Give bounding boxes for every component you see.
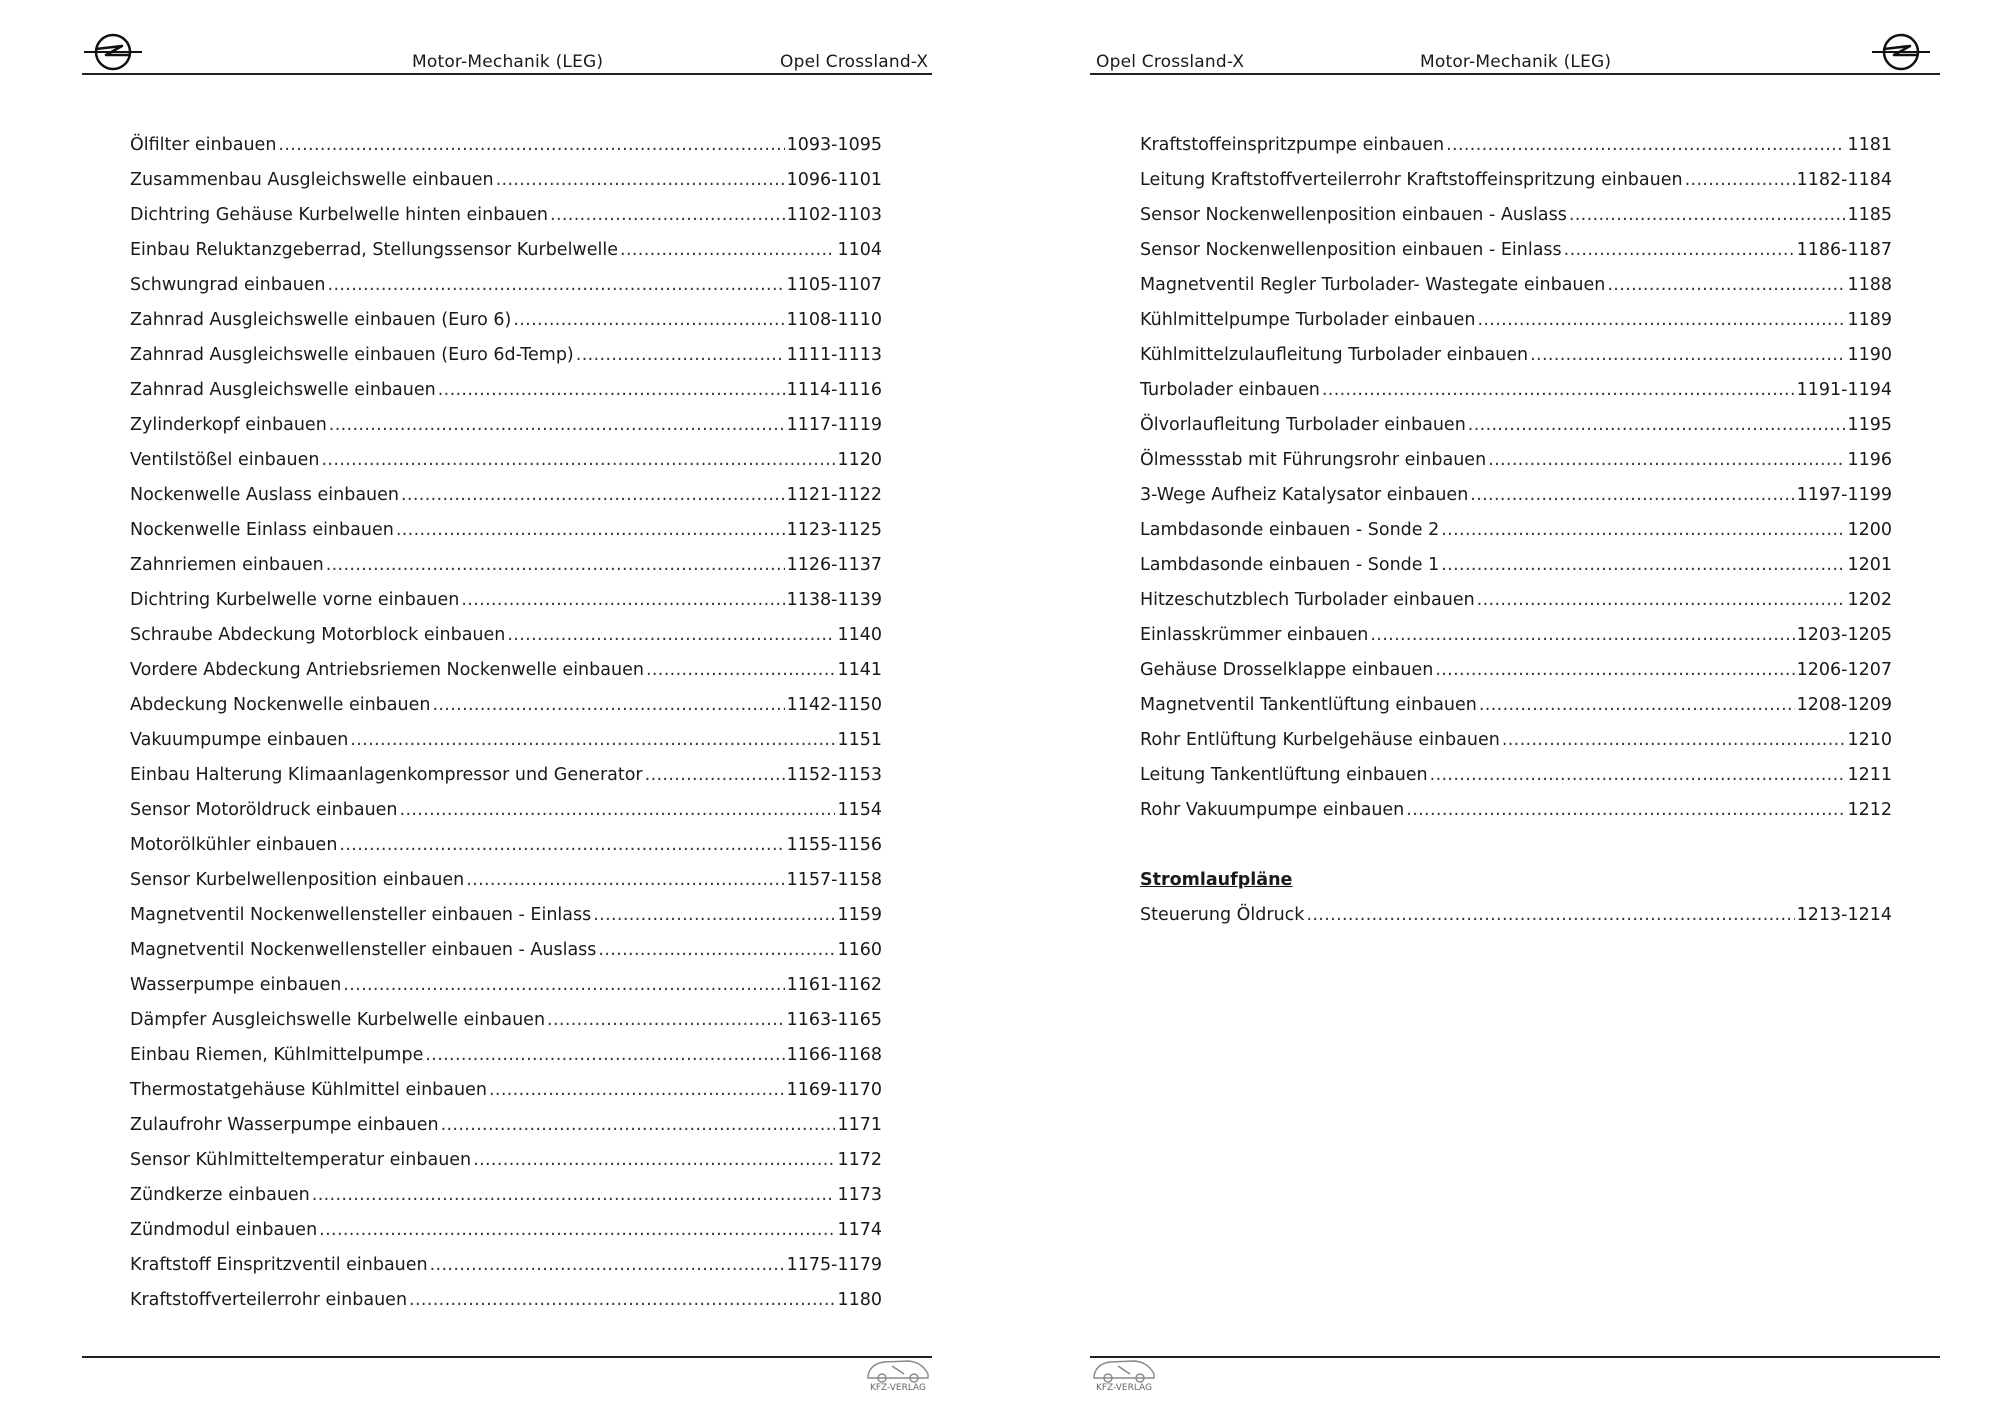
- dot-leader: [1477, 303, 1845, 338]
- toc-entry[interactable]: [130, 233, 882, 268]
- toc-entry-pages: 1163-1165: [786, 1010, 882, 1030]
- toc-list: [130, 128, 882, 1318]
- toc-entry-pages: 1152-1153: [786, 765, 882, 785]
- toc-entry-title: Einlasskrümmer einbauen: [1140, 625, 1369, 645]
- toc-entry-pages: 1206-1207: [1796, 660, 1892, 680]
- dot-leader: [1530, 338, 1845, 373]
- toc-entry-title: Zahnrad Ausgleichswelle einbauen: [130, 380, 436, 400]
- toc-entry-title: Leitung Kraftstoffverteilerrohr Kraftstoffeinspritzung einbauen: [1140, 170, 1683, 190]
- toc-entry-title: Gehäuse Drosselklappe einbauen: [1140, 660, 1434, 680]
- dot-leader: [496, 163, 785, 198]
- toc-entry[interactable]: [1140, 513, 1892, 548]
- dot-leader: [1685, 163, 1795, 198]
- toc-entry[interactable]: [130, 1038, 882, 1073]
- toc-entry-title: Sensor Kühlmitteltemperatur einbauen: [130, 1150, 472, 1170]
- toc-entry-pages: 1189: [1847, 310, 1892, 330]
- toc-entry-title: Zündmodul einbauen: [130, 1220, 318, 1240]
- toc-entry-title: Ventilstößel einbauen: [130, 450, 320, 470]
- toc-entry[interactable]: [1140, 233, 1892, 268]
- dot-leader: [1446, 128, 1845, 163]
- toc-entry[interactable]: [130, 583, 882, 618]
- toc-entry-pages: 1191-1194: [1796, 380, 1892, 400]
- dot-leader: [425, 1038, 784, 1073]
- toc-entry-pages: 1200: [1847, 520, 1892, 540]
- toc-entry-pages: 1210: [1847, 730, 1892, 750]
- toc-entry-title: Ölmessstab mit Führungsrohr einbauen: [1140, 450, 1487, 470]
- toc-entry[interactable]: [1140, 408, 1892, 443]
- dot-leader: [339, 828, 784, 863]
- toc-entry-title: Magnetventil Nockenwellensteller einbauen - Auslass: [130, 940, 597, 960]
- header-model: Opel Crossland-X: [780, 52, 929, 72]
- toc-entry[interactable]: [130, 373, 882, 408]
- dot-leader: [400, 793, 836, 828]
- toc-entry[interactable]: [130, 898, 882, 933]
- toc-entry-title: Motorölkühler einbauen: [130, 835, 338, 855]
- kfz-verlag-logo-icon: [864, 1354, 932, 1396]
- dot-leader: [1502, 723, 1846, 758]
- toc-entry[interactable]: [1140, 548, 1892, 583]
- toc-entry-pages: 1169-1170: [786, 1080, 882, 1100]
- toc-entry-title: Dämpfer Ausgleichswelle Kurbelwelle einbauen: [130, 1010, 546, 1030]
- toc-entry-title: Sensor Kurbelwellenposition einbauen: [130, 870, 465, 890]
- toc-entry[interactable]: [1140, 303, 1892, 338]
- toc-entry[interactable]: [1140, 898, 1892, 933]
- dot-leader: [576, 338, 785, 373]
- toc-entry[interactable]: [130, 478, 882, 513]
- toc-entry-title: Zusammenbau Ausgleichswelle einbauen: [130, 170, 494, 190]
- dot-leader: [547, 1003, 785, 1038]
- header-rule: [82, 73, 932, 75]
- toc-entry-pages: 1202: [1847, 590, 1892, 610]
- dot-leader: [396, 513, 785, 548]
- toc-entry-pages: 1120: [837, 450, 882, 470]
- dot-leader: [1441, 548, 1845, 583]
- toc-entry-title: Kühlmittelzulaufleitung Turbolader einbauen: [1140, 345, 1529, 365]
- dot-leader: [507, 618, 835, 653]
- toc-entry[interactable]: [130, 513, 882, 548]
- dot-leader: [598, 933, 835, 968]
- toc-entry-title: Kraftstoffeinspritzpumpe einbauen: [1140, 135, 1445, 155]
- dot-leader: [1435, 653, 1794, 688]
- toc-entry-pages: 1108-1110: [786, 310, 882, 330]
- toc-entry[interactable]: [130, 1003, 882, 1038]
- toc-entry-pages: 1117-1119: [786, 415, 882, 435]
- toc-entry-pages: 1190: [1847, 345, 1892, 365]
- toc-entry-pages: 1142-1150: [786, 695, 882, 715]
- dot-leader: [329, 408, 785, 443]
- dot-leader: [1607, 268, 1845, 303]
- toc-entry[interactable]: [130, 548, 882, 583]
- toc-entry[interactable]: [1140, 653, 1892, 688]
- dot-leader: [645, 758, 785, 793]
- toc-entry[interactable]: [1140, 688, 1892, 723]
- dot-leader: [432, 688, 784, 723]
- toc-entry-pages: 1111-1113: [786, 345, 882, 365]
- toc-entry-title: Zahnrad Ausgleichswelle einbauen (Euro 6d-Temp): [130, 345, 574, 365]
- dot-leader: [473, 1143, 835, 1178]
- toc-entry-title: Nockenwelle Einlass einbauen: [130, 520, 394, 540]
- toc-entry[interactable]: [130, 758, 882, 793]
- toc-entry-pages: 1175-1179: [786, 1255, 882, 1275]
- toc-entry[interactable]: [130, 128, 882, 163]
- toc-entry-title: Magnetventil Tankentlüftung einbauen: [1140, 695, 1477, 715]
- toc-entry-pages: 1114-1116: [786, 380, 882, 400]
- toc-entry-title: Dichtring Gehäuse Kurbelwelle hinten einbauen: [130, 205, 549, 225]
- toc-entry-title: Steuerung Öldruck: [1140, 905, 1305, 925]
- toc-entry-title: Zündkerze einbauen: [130, 1185, 310, 1205]
- toc-entry-title: Einbau Riemen, Kühlmittelpumpe: [130, 1045, 424, 1065]
- toc-entry-title: Kühlmittelpumpe Turbolader einbauen: [1140, 310, 1476, 330]
- toc-entry-title: Lambdasonde einbauen - Sonde 2: [1140, 520, 1440, 540]
- toc-entry-pages: 1186-1187: [1796, 240, 1892, 260]
- toc-entry[interactable]: [130, 1108, 882, 1143]
- dot-leader: [1479, 688, 1795, 723]
- toc-entry-title: Schwungrad einbauen: [130, 275, 326, 295]
- header-section: Motor-Mechanik (LEG): [412, 52, 604, 72]
- dot-leader: [409, 1283, 835, 1318]
- dot-leader: [312, 1178, 836, 1213]
- toc-entry-pages: 1185: [1847, 205, 1892, 225]
- toc-entry-pages: 1203-1205: [1796, 625, 1892, 645]
- toc-entry[interactable]: [130, 1178, 882, 1213]
- toc-entry[interactable]: [130, 723, 882, 758]
- toc-entry[interactable]: [130, 653, 882, 688]
- toc-entry-title: Hitzeschutzblech Turbolader einbauen: [1140, 590, 1475, 610]
- toc-entry[interactable]: [130, 863, 882, 898]
- footer-rule: [1090, 1356, 1940, 1358]
- toc-entry-title: Sensor Nockenwellenposition einbauen - Einlass: [1140, 240, 1562, 260]
- toc-entry-title: Dichtring Kurbelwelle vorne einbauen: [130, 590, 460, 610]
- toc-entry-pages: 1182-1184: [1796, 170, 1892, 190]
- toc-entry[interactable]: [130, 793, 882, 828]
- dot-leader: [461, 583, 784, 618]
- toc-entry[interactable]: [1140, 758, 1892, 793]
- footer-logo-text: KFZ-VERLAG: [1095, 1383, 1153, 1393]
- toc-entry-title: Sensor Nockenwellenposition einbauen - Auslass: [1140, 205, 1567, 225]
- dot-leader: [1488, 443, 1845, 478]
- dot-leader: [350, 723, 835, 758]
- toc-entry-pages: 1161-1162: [786, 975, 882, 995]
- dot-leader: [441, 1108, 836, 1143]
- toc-entry-pages: 1212: [1847, 800, 1892, 820]
- toc-entry-pages: 1188: [1847, 275, 1892, 295]
- kfz-verlag-logo-icon: [1090, 1354, 1158, 1396]
- dot-leader: [278, 128, 784, 163]
- toc-entry-pages: 1123-1125: [786, 520, 882, 540]
- toc-entry-title: Abdeckung Nockenwelle einbauen: [130, 695, 431, 715]
- toc-entry-title: Zulaufrohr Wasserpumpe einbauen: [130, 1115, 439, 1135]
- toc-entry[interactable]: [130, 1143, 882, 1178]
- toc-entry-pages: 1121-1122: [786, 485, 882, 505]
- toc-entry-pages: 1166-1168: [786, 1045, 882, 1065]
- toc-entry[interactable]: [130, 968, 882, 1003]
- toc-entry[interactable]: [130, 1248, 882, 1283]
- toc-entry-pages: 1093-1095: [786, 135, 882, 155]
- dot-leader: [401, 478, 785, 513]
- dot-leader: [513, 303, 784, 338]
- toc-entry-title: Ölfilter einbauen: [130, 135, 277, 155]
- header-model: Opel Crossland-X: [1096, 52, 1245, 72]
- header-section: Motor-Mechanik (LEG): [1420, 52, 1612, 72]
- toc-entry-title: Turbolader einbauen: [1140, 380, 1320, 400]
- toc-entry-pages: 1196: [1847, 450, 1892, 470]
- dot-leader: [1406, 793, 1845, 828]
- toc-entry-title: Zahnrad Ausgleichswelle einbauen (Euro 6): [130, 310, 512, 330]
- toc-entry-title: Kraftstoffverteilerrohr einbauen: [130, 1290, 408, 1310]
- toc-entry-pages: 1195: [1847, 415, 1892, 435]
- toc-entry[interactable]: [1140, 443, 1892, 478]
- dot-leader: [646, 653, 836, 688]
- toc-entry-pages: 1180: [837, 1290, 882, 1310]
- toc-entry-pages: 1211: [1847, 765, 1892, 785]
- toc-entry[interactable]: [1140, 618, 1892, 653]
- toc-entry-title: 3-Wege Aufheiz Katalysator einbauen: [1140, 485, 1469, 505]
- toc-entry-pages: 1181: [1847, 135, 1892, 155]
- toc-entry-title: Vakuumpumpe einbauen: [130, 730, 349, 750]
- toc-entry-pages: 1171: [837, 1115, 882, 1135]
- toc-entry[interactable]: [130, 408, 882, 443]
- dot-leader: [1370, 618, 1794, 653]
- toc-entry[interactable]: [130, 828, 882, 863]
- dot-leader: [1564, 233, 1795, 268]
- dot-leader: [620, 233, 835, 268]
- dot-leader: [1470, 478, 1794, 513]
- toc-entry-title: Thermostatgehäuse Kühlmittel einbauen: [130, 1080, 487, 1100]
- dot-leader: [1441, 513, 1845, 548]
- toc-entry[interactable]: [1140, 723, 1892, 758]
- footer-logo-text: KFZ-VERLAG: [869, 1383, 927, 1393]
- toc-entry[interactable]: [1140, 583, 1892, 618]
- toc-entry[interactable]: [130, 688, 882, 723]
- dot-leader: [326, 548, 785, 583]
- toc-entry-pages: 1173: [837, 1185, 882, 1205]
- toc-entry-pages: 1174: [837, 1220, 882, 1240]
- toc-entry-title: Einbau Halterung Klimaanlagenkompressor und Generator: [130, 765, 643, 785]
- toc-entry-title: Rohr Vakuumpumpe einbauen: [1140, 800, 1405, 820]
- toc-entry-pages: 1197-1199: [1796, 485, 1892, 505]
- dot-leader: [466, 863, 784, 898]
- toc-entry-title: Rohr Entlüftung Kurbelgehäuse einbauen: [1140, 730, 1500, 750]
- right-page: [1000, 0, 2000, 1413]
- toc-entry[interactable]: [1140, 478, 1892, 513]
- toc-entry[interactable]: [130, 933, 882, 968]
- toc-entry-title: Schraube Abdeckung Motorblock einbauen: [130, 625, 506, 645]
- toc-entry-title: Vordere Abdeckung Antriebsriemen Nockenwelle einbauen: [130, 660, 644, 680]
- dot-leader: [1569, 198, 1846, 233]
- toc-entry-pages: 1104: [837, 240, 882, 260]
- footer-rule: [82, 1356, 932, 1358]
- toc-entry-pages: 1141: [837, 660, 882, 680]
- dot-leader: [1468, 408, 1846, 443]
- dot-leader: [1430, 758, 1846, 793]
- dot-leader: [438, 373, 785, 408]
- toc-entry-pages: 1172: [837, 1150, 882, 1170]
- dot-leader: [328, 268, 785, 303]
- toc-entry-title: Leitung Tankentlüftung einbauen: [1140, 765, 1428, 785]
- toc-entry-pages: 1151: [837, 730, 882, 750]
- dot-leader: [489, 1073, 785, 1108]
- toc-entry[interactable]: [1140, 268, 1892, 303]
- dot-leader: [430, 1248, 785, 1283]
- toc-entry-title: Ölvorlaufleitung Turbolader einbauen: [1140, 415, 1466, 435]
- toc-entry-title: Lambdasonde einbauen - Sonde 1: [1140, 555, 1440, 575]
- toc-entry-pages: 1140: [837, 625, 882, 645]
- toc-entry-pages: 1208-1209: [1796, 695, 1892, 715]
- dot-leader: [343, 968, 784, 1003]
- dot-leader: [1306, 898, 1794, 933]
- toc-entry-title: Magnetventil Nockenwellensteller einbauen - Einlass: [130, 905, 592, 925]
- toc-entry[interactable]: [1140, 793, 1892, 828]
- toc-entry-title: Zahnriemen einbauen: [130, 555, 324, 575]
- toc-list: [1140, 128, 1892, 933]
- toc-entry-title: Zylinderkopf einbauen: [130, 415, 327, 435]
- section-heading: Stromlaufpläne: [1140, 870, 1293, 890]
- toc-entry[interactable]: [130, 1283, 882, 1318]
- toc-entry[interactable]: [130, 338, 882, 373]
- toc-entry[interactable]: [1140, 373, 1892, 408]
- toc-entry-pages: 1105-1107: [786, 275, 882, 295]
- toc-entry[interactable]: [1140, 128, 1892, 163]
- toc-entry[interactable]: [130, 198, 882, 233]
- toc-entry-title: Wasserpumpe einbauen: [130, 975, 342, 995]
- toc-entry-pages: 1160: [837, 940, 882, 960]
- dot-leader: [1322, 373, 1795, 408]
- toc-entry-title: Magnetventil Regler Turbolader- Wastegate einbauen: [1140, 275, 1606, 295]
- opel-logo-icon: [82, 32, 144, 72]
- toc-entry[interactable]: [1140, 163, 1892, 198]
- header-rule: [1090, 73, 1940, 75]
- toc-entry-pages: 1213-1214: [1796, 905, 1892, 925]
- opel-logo-icon: [1870, 32, 1932, 72]
- toc-entry-title: Sensor Motoröldruck einbauen: [130, 800, 398, 820]
- toc-entry-pages: 1157-1158: [786, 870, 882, 890]
- dot-leader: [593, 898, 835, 933]
- toc-entry[interactable]: [130, 303, 882, 338]
- dot-leader: [550, 198, 785, 233]
- toc-entry-pages: 1155-1156: [786, 835, 882, 855]
- toc-entry[interactable]: [130, 163, 882, 198]
- toc-entry-pages: 1126-1137: [786, 555, 882, 575]
- toc-entry[interactable]: [130, 1073, 882, 1108]
- toc-entry[interactable]: [130, 443, 882, 478]
- toc-entry-pages: 1154: [837, 800, 882, 820]
- toc-entry-title: Kraftstoff Einspritzventil einbauen: [130, 1255, 428, 1275]
- toc-entry[interactable]: [1140, 338, 1892, 373]
- toc-entry[interactable]: [130, 1213, 882, 1248]
- toc-entry-pages: 1201: [1847, 555, 1892, 575]
- toc-entry-title: Einbau Reluktanzgeberrad, Stellungssensor Kurbelwelle: [130, 240, 619, 260]
- toc-entry-pages: 1096-1101: [786, 170, 882, 190]
- toc-entry[interactable]: [130, 618, 882, 653]
- toc-entry-pages: 1102-1103: [786, 205, 882, 225]
- dot-leader: [319, 1213, 835, 1248]
- toc-entry-pages: 1138-1139: [786, 590, 882, 610]
- dot-leader: [1477, 583, 1846, 618]
- toc-entry-title: Nockenwelle Auslass einbauen: [130, 485, 399, 505]
- dot-leader: [321, 443, 835, 478]
- toc-entry-pages: 1159: [837, 905, 882, 925]
- toc-entry[interactable]: [130, 268, 882, 303]
- toc-entry[interactable]: [1140, 198, 1892, 233]
